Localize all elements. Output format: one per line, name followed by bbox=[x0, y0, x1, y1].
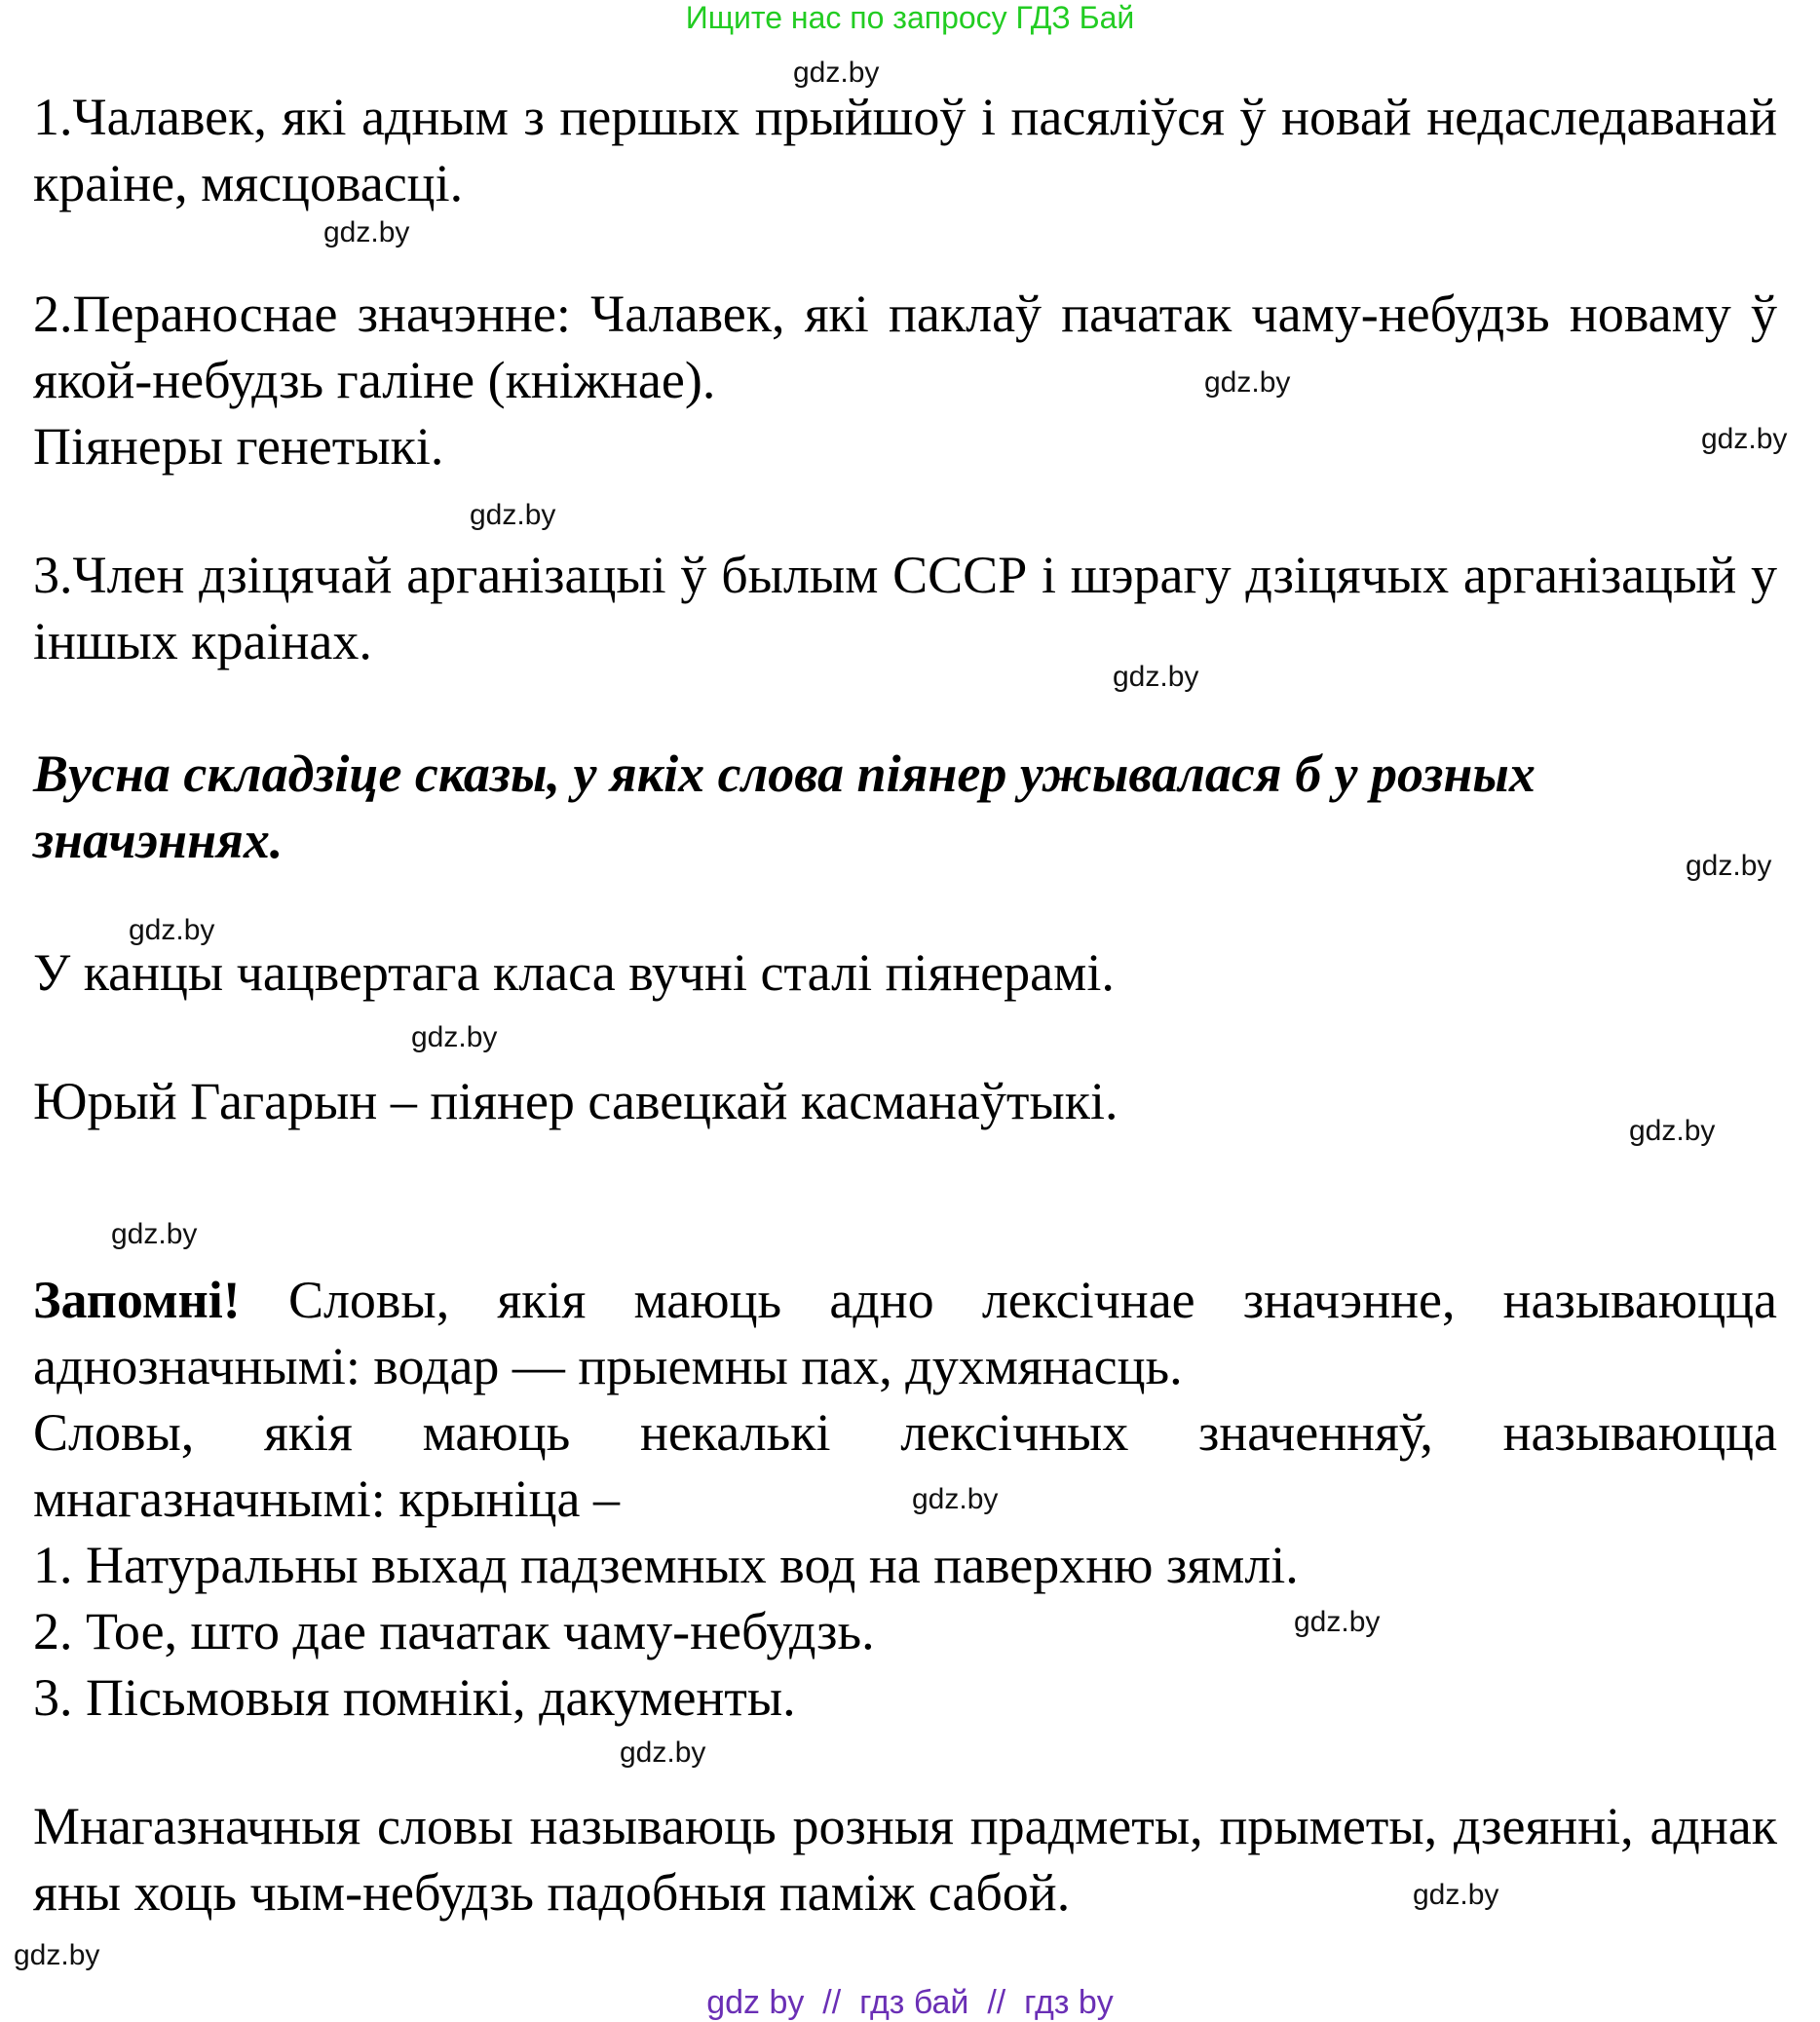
watermark: gdz.by bbox=[14, 1939, 100, 1971]
watermark: gdz.by bbox=[470, 499, 556, 531]
watermark: gdz.by bbox=[323, 216, 410, 248]
watermark: gdz.by bbox=[793, 57, 880, 89]
definition-3: 3.Член дзіцячай арганізацыі ў былым СССР і шэрагу дзіцячых арганізацый у іншых краінах. bbox=[33, 546, 1777, 670]
meaning-item-3: 3. Пісьмовыя помнікі, дакументы. bbox=[33, 1668, 796, 1727]
top-banner: Ищите нас по запросу ГДЗ Бай bbox=[685, 0, 1135, 35]
watermark: gdz.by bbox=[129, 914, 215, 946]
rule-text-1: Словы, якія маюць адно лексічнае значэнне, называюцца аднозначнымі: водар — прыемны пах, духмянасць. bbox=[33, 1271, 1777, 1395]
watermark: gdz.by bbox=[1701, 423, 1788, 455]
rule-paragraph bbox=[33, 1267, 1777, 1399]
watermark: gdz.by bbox=[1294, 1606, 1381, 1638]
watermark: gdz.by bbox=[411, 1021, 498, 1053]
rule-text-2: Словы, якія маюць некалькі лексічных значенняў, называюцца мнагазначнымі: крыніца – bbox=[33, 1403, 1777, 1528]
watermark: gdz.by bbox=[1629, 1115, 1716, 1147]
example-sentence-1: У канцы чацвертага класа вучні сталі піянерамі. bbox=[33, 943, 1115, 1002]
watermark: gdz.by bbox=[1204, 366, 1291, 399]
meaning-item-2: 2. Тое, што дае пачатак чаму-небудзь. bbox=[33, 1602, 875, 1660]
footer-links: gdz by // гдз бай // гдз by bbox=[706, 1984, 1114, 2021]
rule-label: Запомні! bbox=[33, 1271, 241, 1329]
meaning-item-1: 1. Натуральны выхад падземных вод на паверхню зямлі. bbox=[33, 1536, 1299, 1594]
definition-2: 2.Пераноснае значэнне: Чалавек, які паклаў пачатак чаму-небудзь новаму ў якой-небудзь галіне (кніжнае). bbox=[33, 285, 1777, 409]
watermark: gdz.by bbox=[1686, 850, 1772, 882]
example-sentence-2: Юрый Гагарын – піянер савецкай касманаўтыкі. bbox=[33, 1072, 1119, 1130]
watermark: gdz.by bbox=[912, 1483, 999, 1515]
summary-paragraph: Мнагазначныя словы называюць розныя прадметы, прыметы, дзеянні, аднак яны хоць чым-небудзь падобныя паміж сабой. bbox=[33, 1797, 1777, 1922]
watermark: gdz.by bbox=[111, 1218, 198, 1250]
watermark: gdz.by bbox=[620, 1736, 706, 1769]
definition-1: 1.Чалавек, які адным з першых прыйшоў і пасяліўся ў новай недаследаванай краіне, мясцовасці. bbox=[33, 88, 1777, 212]
task-heading: Вусна складзіце сказы, у якіх слова піянер ужывалася б у розных значэннях. bbox=[33, 744, 1536, 869]
watermark: gdz.by bbox=[1413, 1879, 1499, 1911]
definition-2-example: Піянеры генетыкі. bbox=[33, 417, 444, 476]
watermark: gdz.by bbox=[1113, 661, 1199, 693]
